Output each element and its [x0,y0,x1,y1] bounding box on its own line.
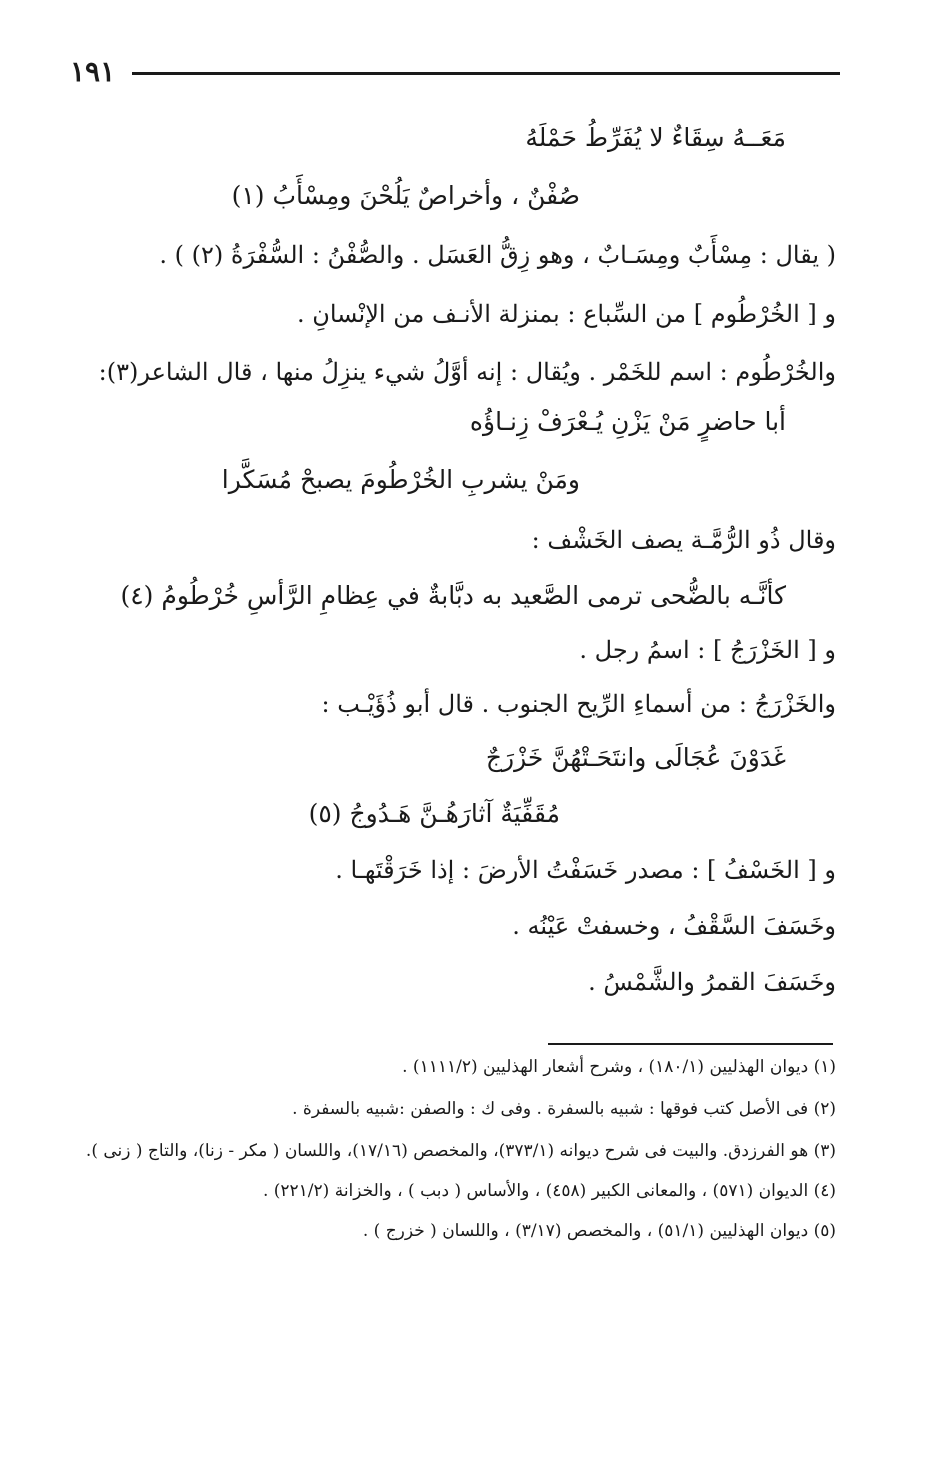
footnote: (٤) الديوان (٥٧١) ، والمعانى الكبير (٤٥٨) ، والأساس ( دبب ) ، والخزانة (٢٢١/٢) . [262,1181,836,1201]
footnote: (٥) ديوان الهذليين (٥١/١) ، والمخصص (٣/١٧) ، واللسان ( خزرج ) . [362,1221,836,1241]
footnote-rule [548,1043,833,1045]
verse-line: صُفْنٌ ، وأخراصٌ يَلُحْنَ ومِسْأَبُ (١) [231,181,580,210]
verse-line: كأنَّـه بالضُّحى ترمى الصَّعيد به دبَّابةٌ في عِظامِ الرَّأسِ خُرْطُومُ (٤) [120,581,786,610]
footnote: (٢) فى الأصل كتب فوقها : شبيه بالسفرة . وفى ك : والصفن :شبيه بالسفرة . [292,1099,836,1119]
text-line: و [ الخُرْطُوم ] من السِّباع : بمنزلة الأنـف من الإنْسانِ . [296,300,836,328]
text-line: والخَزْرَجُ : من أسماءِ الرِّيح الجنوب . قال أبو ذُؤَيْـب : [321,690,836,718]
text-line: و [ الخَزْرَجُ ] : اسمُ رجل . [579,636,836,664]
verse-line: مَعَــهُ سِقَاءٌ لا يُفَرِّطُ حَمْلَهُ [525,123,786,152]
verse-line: أبا حاضرٍ مَنْ يَزْنِ يُـعْرَفْ زِنـاؤُه [469,407,786,436]
text-line: وقال ذُو الرُّمَّـة يصف الخَشْف : [531,526,836,554]
text-line: و [ الخَسْفُ ] : مصدر خَسَفْتُ الأرضَ : إذا خَرَقْتَهـا . [335,856,836,884]
page-header [60,52,840,92]
text-line: والخُرْطُوم : اسم للخَمْر . ويُقال : إنه أوَّلُ شيء ينزِلُ منها ، قال الشاعر(٣): [98,358,836,386]
text-line: وخَسَفَ السَّقْفُ ، وخسفتْ عَيْنُه . [512,912,836,940]
page-number: ١٩١ [70,55,116,88]
verse-line: ومَنْ يشربِ الخُرْطُومَ يصبحْ مُسَكَّرا [221,465,580,494]
header-rule [132,72,840,75]
verse-line: غَدَوْنَ عُجَالَى وانتَحَـتْهُنَّ خَزْرَجٌ [485,743,786,772]
footnote: (٣) هو الفرزدق. والبيت فى شرح ديوانه (٣٧٣/١)، والمخصص (١٧/١٦)، واللسان ( مكر - زنا)، والتاج ( زنى ). [85,1141,836,1161]
verse-line: مُقَفِّيَةٌ آثارَهُـنَّ هَـدُوجُ (٥) [308,799,560,828]
text-line: ( يقال : مِسْأَبٌ ومِسَـابٌ ، وهو زِقُّ العَسَل . والصُّفْنُ : السُّفْرَةُ (٢) ) . [159,241,836,269]
text-line: وخَسَفَ القمرُ والشَّمْسُ . [588,968,836,996]
footnote: (١) ديوان الهذليين (١٨٠/١) ، وشرح أشعار الهذليين (١١١١/٢) . [402,1057,836,1077]
